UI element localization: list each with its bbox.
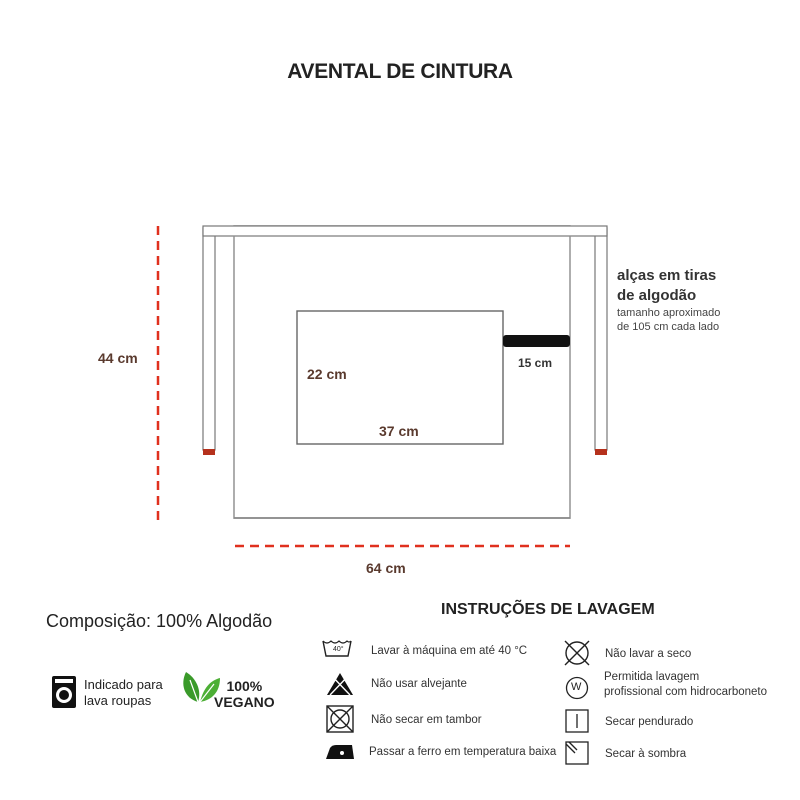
right-strap (595, 228, 607, 455)
wash-temp-symbol: 40° (333, 646, 344, 653)
iron-low-icon (324, 742, 356, 762)
page-title: AVENTAL DE CINTURA (287, 60, 513, 83)
strap-title-line1: alças em tiras (617, 267, 717, 284)
washing-title: INSTRUÇÕES DE LAVAGEM (441, 601, 655, 618)
no-tumble-dry-icon (326, 705, 354, 733)
wet-clean-symbol: W (571, 681, 582, 693)
dry-in-shade-icon (565, 741, 589, 765)
waistband (203, 226, 607, 236)
wash-label-6: Permitida lavagem (604, 671, 700, 683)
wash-label-8: Secar pendurado (605, 716, 694, 728)
loop-label: 15 cm (518, 356, 553, 370)
no-dry-clean-icon (562, 638, 592, 668)
width-label: 64 cm (366, 560, 406, 576)
line-dry-icon (565, 709, 589, 733)
pocket-height-label: 22 cm (307, 366, 347, 382)
wash-label-9: Secar à sombra (605, 748, 687, 760)
wash-label-7: profissional com hidrocarboneto (604, 686, 768, 698)
wash-label-5: Não lavar a seco (605, 648, 692, 660)
wash-label-3: Não secar em tambor (371, 714, 482, 726)
vegan-line2: VEGANO (214, 694, 275, 710)
strap-note-line2: de 105 cm cada lado (617, 321, 720, 333)
wash-label-2: Não usar alvejante (371, 678, 467, 690)
vegan-line1: 100% (226, 678, 263, 694)
height-label: 44 cm (98, 350, 138, 366)
machine-note-line2: lava roupas (84, 693, 152, 708)
washing-machine-icon (52, 676, 76, 708)
left-strap (203, 228, 215, 455)
machine-note (84, 677, 163, 709)
strap-title-line2: de algodão (617, 287, 697, 304)
composition-text: Composição: 100% Algodão (46, 611, 273, 631)
machine-note-line1: Indicado para (84, 677, 163, 692)
vegan-badge (214, 678, 275, 710)
no-bleach-icon (326, 672, 354, 696)
wash-label-1: Lavar à máquina em até 40 °C (371, 645, 528, 657)
wash-label-4: Passar a ferro em temperatura baixa (369, 746, 557, 758)
pocket-width-label: 37 cm (379, 423, 419, 439)
towel-loop (503, 335, 570, 347)
strap-note (617, 266, 720, 334)
strap-note-line1: tamanho aproximado (617, 307, 721, 319)
